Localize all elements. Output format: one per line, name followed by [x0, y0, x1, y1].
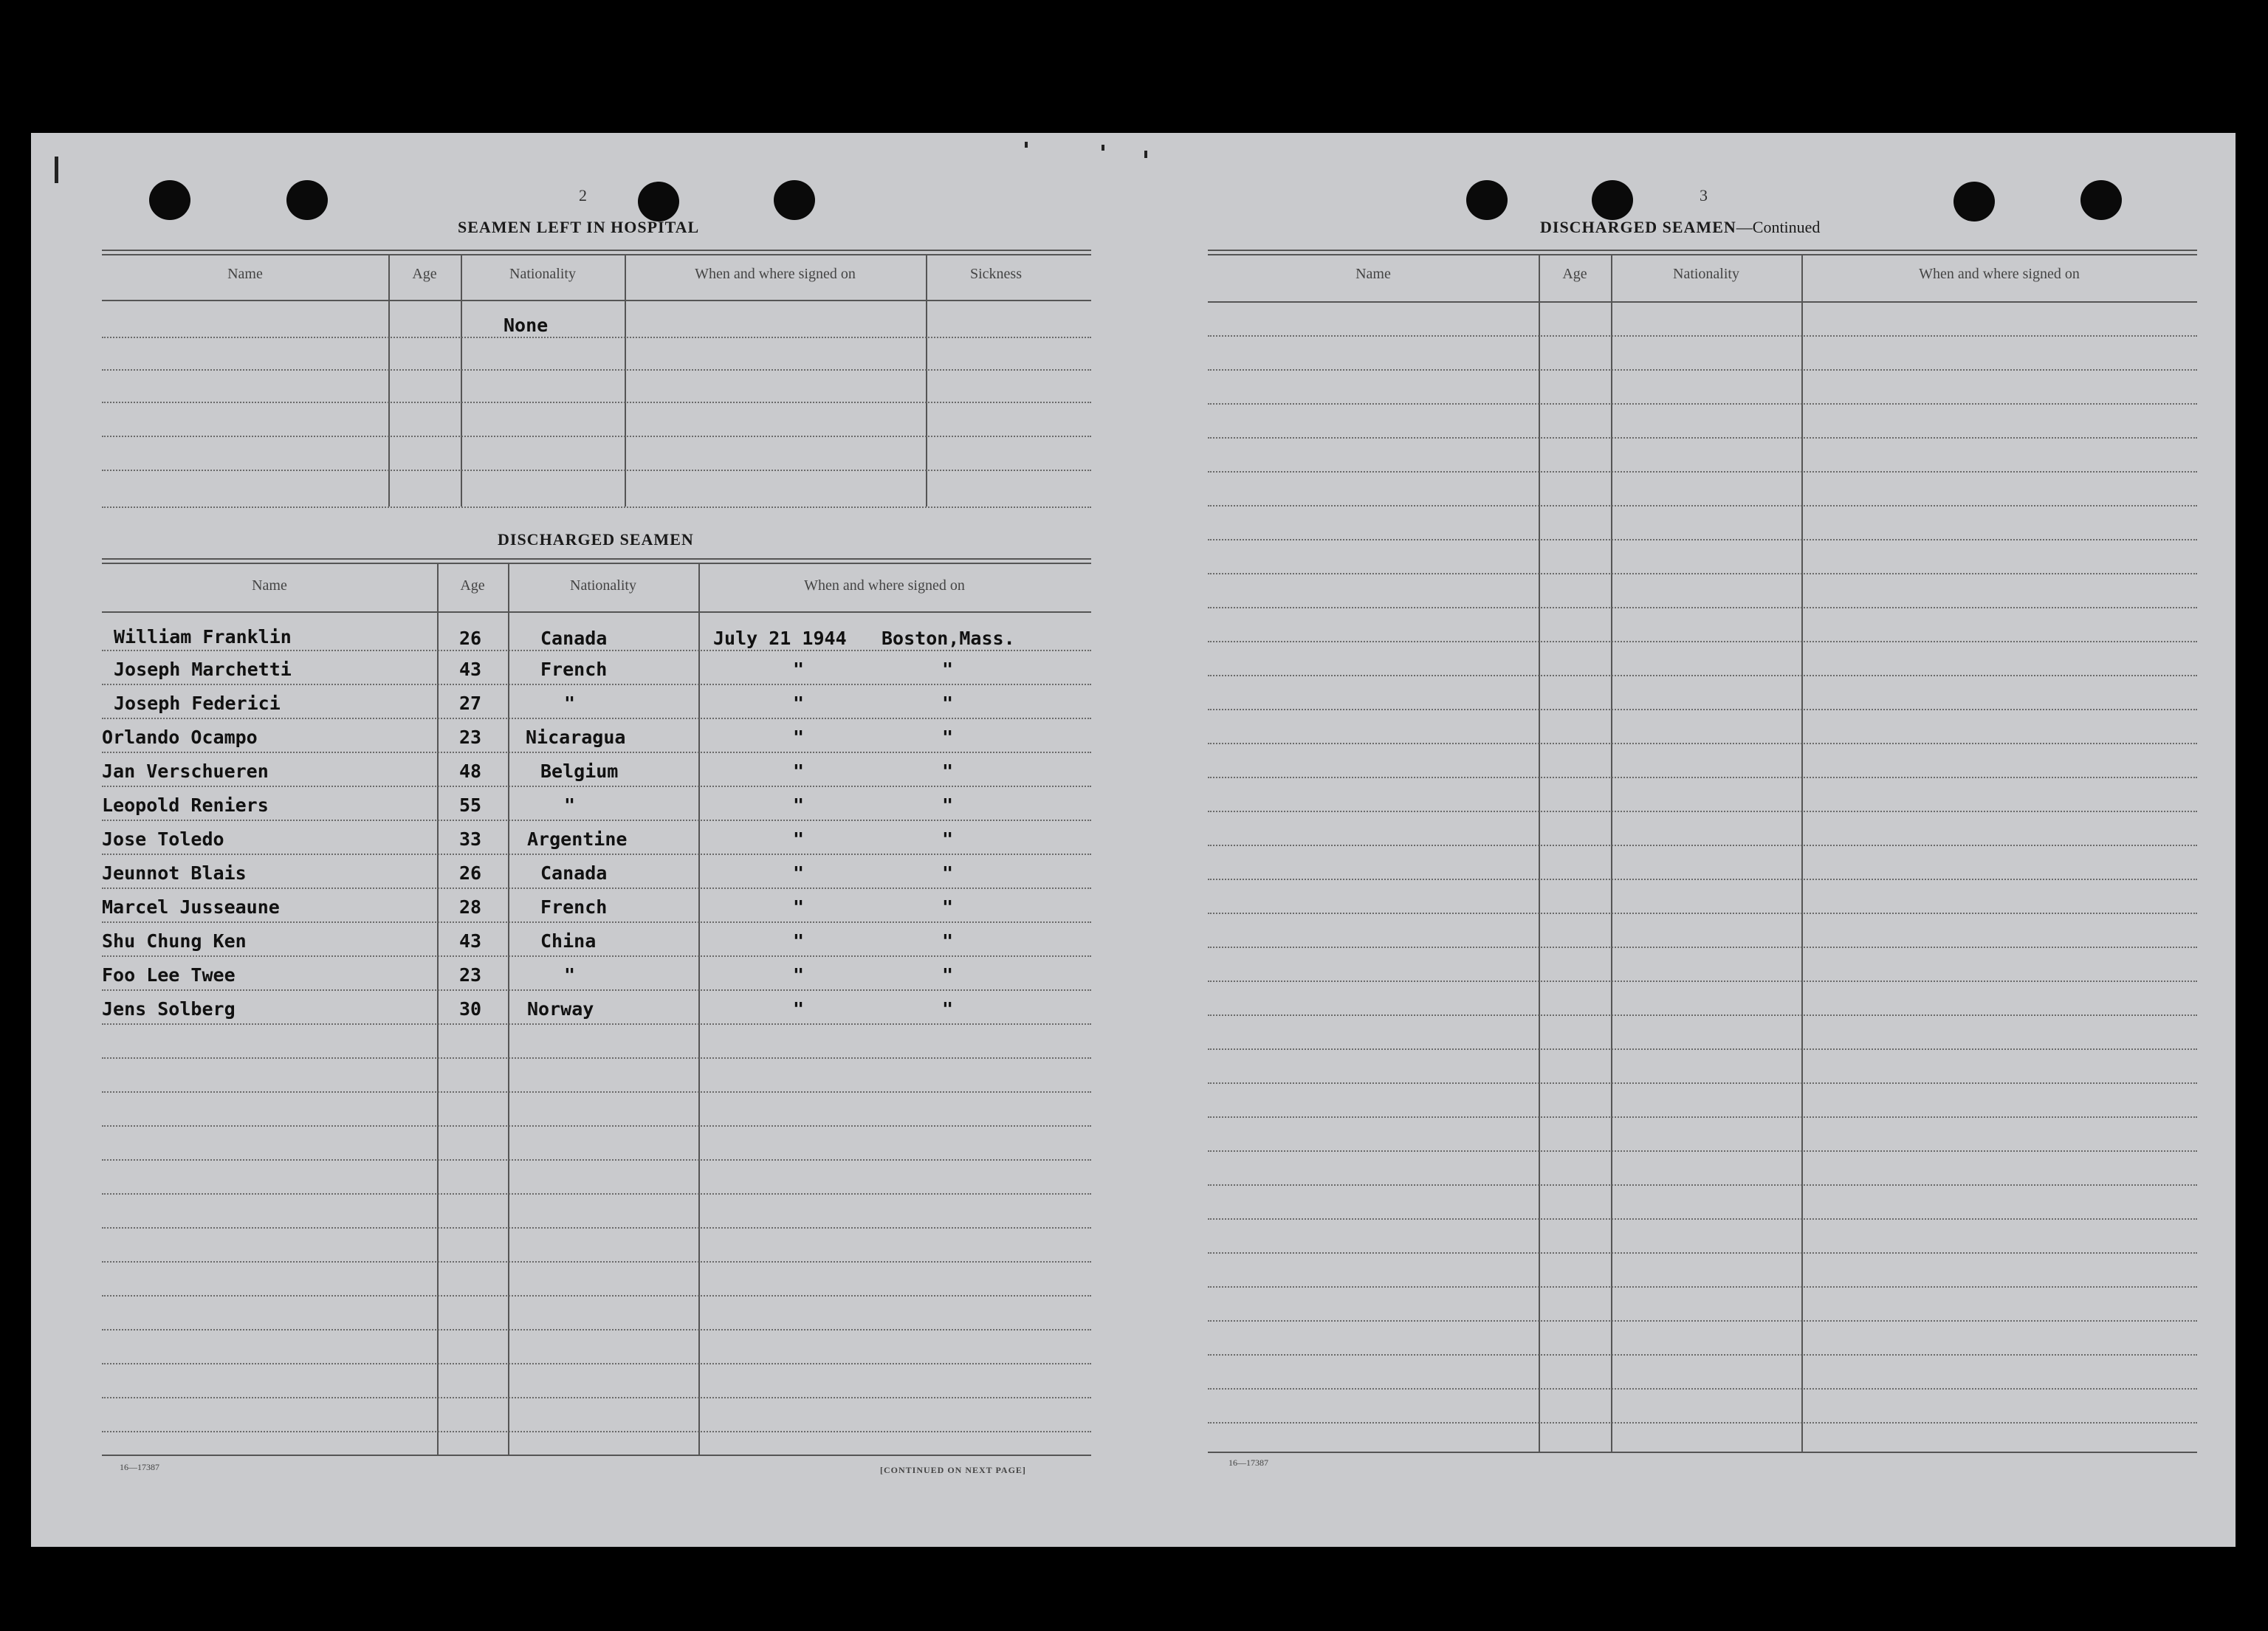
signed-on-place: Boston,Mass. — [882, 628, 1015, 649]
signed-on-place: " — [942, 693, 954, 714]
rule — [926, 255, 927, 507]
rule — [388, 255, 390, 507]
rule — [1208, 777, 2197, 778]
punch-hole — [638, 182, 679, 222]
rule — [102, 337, 1091, 338]
discharged-continued-title — [1540, 218, 1820, 237]
hospital-section-title: SEAMEN LEFT IN HOSPITAL — [458, 218, 700, 236]
rule — [102, 1057, 1091, 1059]
col-header-age: Age — [460, 577, 485, 594]
rule — [102, 1193, 1091, 1195]
rule — [1208, 947, 2197, 948]
scan-speck — [1102, 145, 1104, 151]
signed-on-place: " — [942, 828, 954, 850]
seaman-age: 33 — [459, 828, 482, 850]
rule — [1208, 335, 2197, 337]
signed-on-place: " — [942, 659, 954, 680]
rule — [102, 1125, 1091, 1127]
rule — [625, 255, 626, 507]
rule — [1611, 255, 1612, 1452]
scan-speck — [1025, 142, 1028, 148]
rule — [508, 564, 509, 1455]
signed-on-place: " — [942, 998, 954, 1020]
continued-note: [CONTINUED ON NEXT PAGE] — [880, 1465, 1026, 1475]
seaman-nationality: Canada — [540, 862, 608, 884]
col-header-signed-on: When and where signed on — [1919, 266, 2080, 282]
rule — [102, 650, 1091, 651]
rule — [1208, 1388, 2197, 1390]
seaman-age: 23 — [459, 727, 482, 748]
seaman-name: Joseph Federici — [114, 693, 281, 714]
signed-on-place: " — [942, 930, 954, 952]
punch-hole — [2080, 180, 2122, 220]
rule — [1208, 403, 2197, 405]
rule — [1208, 1422, 2197, 1424]
signed-on-place: " — [942, 964, 954, 986]
title-main: DISCHARGED SEAMEN — [1540, 218, 1736, 236]
signed-on-date: July 21 1944 — [713, 628, 847, 649]
rule — [1208, 1218, 2197, 1220]
rule — [102, 1295, 1091, 1297]
seaman-name: Marcel Jusseaune — [102, 896, 280, 918]
seaman-nationality: French — [540, 659, 608, 680]
rule — [1208, 607, 2197, 608]
rule — [102, 786, 1091, 787]
seaman-age: 43 — [459, 930, 482, 952]
seaman-nationality: " — [564, 693, 576, 714]
rule — [102, 436, 1091, 437]
signed-on-date: " — [793, 828, 805, 850]
seaman-name: Jeunnot Blais — [102, 862, 247, 884]
rule — [1208, 254, 2197, 255]
seaman-age: 26 — [459, 628, 482, 649]
col-header-age: Age — [1562, 266, 1587, 282]
rule — [102, 507, 1091, 508]
rule — [1208, 743, 2197, 744]
rule — [1208, 437, 2197, 439]
rule — [1208, 1354, 2197, 1356]
signed-on-date: " — [793, 930, 805, 952]
rule — [102, 563, 1091, 564]
seaman-name: Jose Toledo — [102, 828, 224, 850]
col-header-nationality: Nationality — [1673, 266, 1739, 282]
seaman-age: 23 — [459, 964, 482, 986]
rule — [102, 1397, 1091, 1398]
seaman-age: 28 — [459, 896, 482, 918]
seaman-nationality: China — [540, 930, 597, 952]
rule — [102, 300, 1091, 301]
rule — [102, 1023, 1091, 1025]
form-number: 16—17387 — [1228, 1457, 1268, 1468]
rule — [102, 1431, 1091, 1432]
rule — [1208, 1252, 2197, 1254]
signed-on-place: " — [942, 794, 954, 816]
rule — [1208, 1286, 2197, 1288]
signed-on-date: " — [793, 794, 805, 816]
signed-on-place: " — [942, 862, 954, 884]
rule — [102, 1227, 1091, 1229]
rule — [1208, 573, 2197, 574]
rule — [1208, 1184, 2197, 1186]
rule — [1208, 1452, 2197, 1453]
signed-on-date: " — [793, 760, 805, 782]
rule — [1208, 1014, 2197, 1016]
rule — [102, 854, 1091, 855]
signed-on-place: " — [942, 896, 954, 918]
rule — [1208, 505, 2197, 507]
seaman-nationality: French — [540, 896, 608, 918]
scanned-sheet — [31, 133, 2236, 1547]
hospital-entry-none: None — [504, 315, 549, 336]
rule — [1208, 1082, 2197, 1084]
seaman-name: Orlando Ocampo — [102, 727, 258, 748]
rule — [1208, 981, 2197, 982]
punch-hole — [149, 180, 190, 220]
rule — [102, 989, 1091, 991]
rule — [102, 254, 1091, 255]
seaman-nationality: Norway — [527, 998, 594, 1020]
col-header-signed-on: When and where signed on — [804, 577, 965, 594]
rule — [102, 1159, 1091, 1161]
rule — [1208, 811, 2197, 812]
seaman-name: Foo Lee Twee — [102, 964, 236, 986]
punch-hole — [1466, 180, 1508, 220]
rule — [1208, 1150, 2197, 1152]
seaman-nationality: Canada — [540, 628, 608, 649]
rule — [102, 955, 1091, 957]
rule — [1208, 641, 2197, 642]
signed-on-date: " — [793, 862, 805, 884]
rule — [102, 1455, 1091, 1456]
seaman-age: 43 — [459, 659, 482, 680]
rule — [102, 820, 1091, 821]
seaman-name: Leopold Reniers — [102, 794, 269, 816]
seaman-name: Joseph Marchetti — [114, 659, 292, 680]
punch-hole — [1953, 182, 1995, 222]
rule — [102, 1363, 1091, 1364]
rule — [1208, 845, 2197, 846]
rule — [1208, 471, 2197, 473]
signed-on-date: " — [793, 727, 805, 748]
punch-hole — [1592, 180, 1633, 220]
seaman-nationality: " — [564, 794, 576, 816]
rule — [461, 255, 462, 507]
seaman-name: Jens Solberg — [102, 998, 236, 1020]
rule — [1208, 369, 2197, 371]
rule — [1208, 709, 2197, 710]
col-header-name: Name — [1355, 266, 1391, 282]
rule — [1801, 255, 1803, 1452]
rule — [102, 887, 1091, 889]
seaman-age: 55 — [459, 794, 482, 816]
rule — [1208, 539, 2197, 540]
seaman-name: Jan Verschueren — [102, 760, 269, 782]
signed-on-place: " — [942, 727, 954, 748]
punch-hole — [774, 180, 815, 220]
punch-hole — [286, 180, 328, 220]
rule — [437, 564, 439, 1455]
seaman-name: Shu Chung Ken — [102, 930, 247, 952]
rule — [1208, 1048, 2197, 1050]
rule — [102, 752, 1091, 753]
rule — [102, 402, 1091, 403]
scan-speck — [55, 157, 58, 183]
seaman-nationality: Argentine — [527, 828, 628, 850]
signed-on-date: " — [793, 693, 805, 714]
rule — [102, 558, 1091, 560]
col-header-name: Name — [252, 577, 287, 594]
rule — [102, 1091, 1091, 1093]
rule — [1539, 255, 1540, 1452]
rule — [102, 1261, 1091, 1263]
seaman-age: 27 — [459, 693, 482, 714]
signed-on-date: " — [793, 998, 805, 1020]
rule — [102, 684, 1091, 685]
seaman-age: 48 — [459, 760, 482, 782]
signed-on-place: " — [942, 760, 954, 782]
rule — [1208, 301, 2197, 303]
title-suffix: —Continued — [1736, 218, 1821, 236]
seaman-nationality: Nicaragua — [526, 727, 626, 748]
seaman-nationality: " — [564, 964, 576, 986]
left-page-number: 2 — [579, 186, 587, 205]
rule — [1208, 879, 2197, 880]
rule — [102, 718, 1091, 719]
rule — [102, 611, 1091, 613]
col-header-name: Name — [227, 266, 263, 282]
rule — [1208, 675, 2197, 676]
col-header-age: Age — [412, 266, 437, 282]
rule — [1208, 913, 2197, 914]
seaman-name: William Franklin — [114, 626, 292, 648]
seaman-age: 30 — [459, 998, 482, 1020]
rule — [102, 470, 1091, 471]
col-header-nationality: Nationality — [570, 577, 636, 594]
discharged-section-title: DISCHARGED SEAMEN — [498, 530, 694, 549]
form-number: 16—17387 — [120, 1462, 159, 1472]
col-header-signed-on: When and where signed on — [695, 266, 856, 282]
col-header-nationality: Nationality — [509, 266, 576, 282]
rule — [698, 564, 700, 1455]
seaman-age: 26 — [459, 862, 482, 884]
rule — [102, 250, 1091, 251]
signed-on-date: " — [793, 964, 805, 986]
rule — [102, 369, 1091, 371]
signed-on-date: " — [793, 896, 805, 918]
rule — [1208, 1116, 2197, 1118]
col-header-sickness: Sickness — [970, 266, 1022, 282]
rule — [102, 1329, 1091, 1330]
scan-speck — [1144, 151, 1147, 158]
rule — [102, 921, 1091, 923]
rule — [1208, 1320, 2197, 1322]
rule — [1208, 250, 2197, 251]
seaman-nationality: Belgium — [540, 760, 619, 782]
signed-on-date: " — [793, 659, 805, 680]
right-page-number: 3 — [1700, 186, 1708, 205]
